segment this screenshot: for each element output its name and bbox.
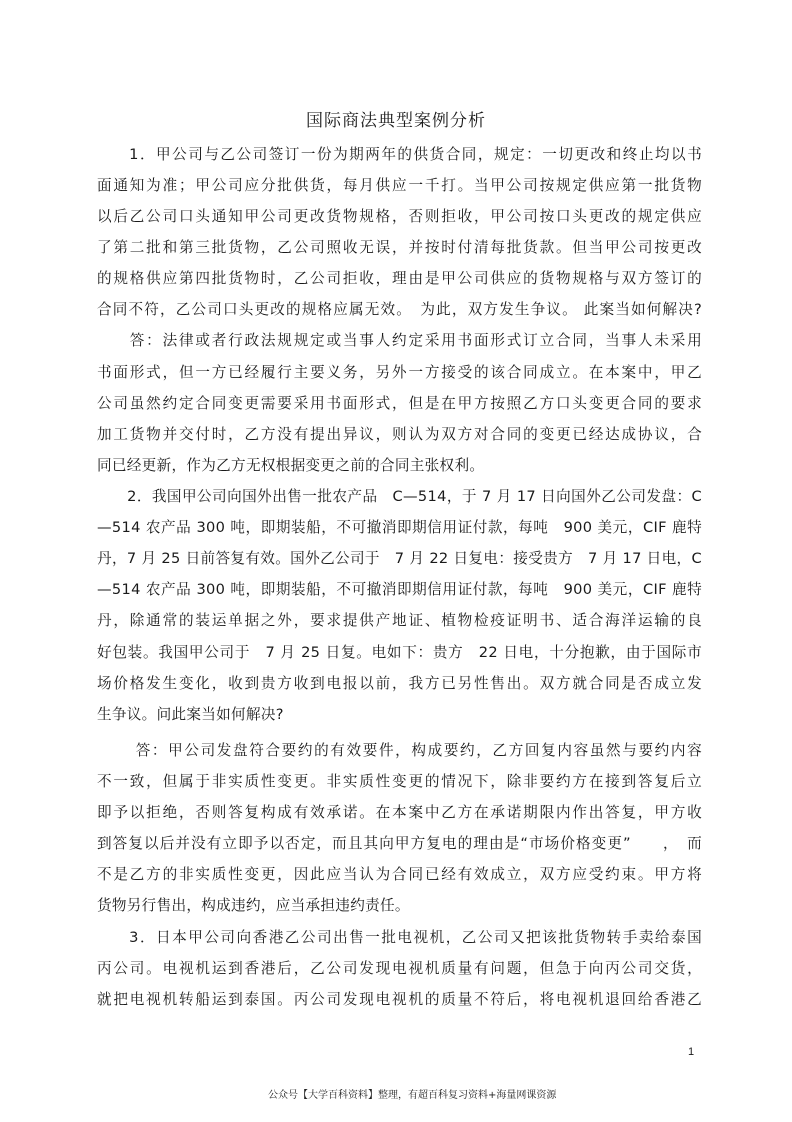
text-line: 以后乙公司口头通知甲公司更改货物规格，否则拒收，甲公司按口头更改的规定供应 [97, 208, 702, 225]
text-line: 到答复以后并没有立即予以否定，而且其向甲方复电的理由是“市场价格变更” ， 而 [97, 835, 702, 852]
text-line: 丙公司。电视机运到香港后，乙公司发现电视机质量有问题，但急于向丙公司交货， [97, 960, 702, 977]
text-line: 3．日本甲公司向香港乙公司出售一批电视机，乙公司又把该批货物转手卖给泰国 [97, 929, 702, 946]
page-title: 国际商法典型案例分析 [306, 111, 486, 131]
text-line: 面通知为准；甲公司应分批供货，每月供应一千打。当甲公司按规定供应第一批货物 [97, 177, 702, 194]
text-line: 了第二批和第三批货物，乙公司照收无误，并按时付清每批货款。但当甲公司按更改 [97, 239, 702, 256]
text-line: 答：法律或者行政法规规定或当事人约定采用书面形式订立合同，当事人未采用 [97, 332, 702, 349]
text-line: 场价格发生变化，收到贵方收到电报以前，我方已另性售出。双方就合同是否成立发 [97, 675, 702, 692]
text-line: —514 农产品 300 吨，即期装船，不可撤消即期信用证付款，每吨 900 美元，CIF 鹿特 [97, 519, 702, 536]
text-line: 的规格供应第四批货物时，乙公司拒收，理由是甲公司供应的货物规格与双方签订的 [97, 270, 702, 287]
text-line: 合同不符，乙公司口头更改的规格应属无效。 为此，双方发生争议。 此案当如何解决? [97, 301, 702, 318]
text-line: 就把电视机转船运到泰国。丙公司发现电视机的质量不符后，将电视机退回给香港乙 [97, 991, 702, 1008]
text-line: 书面形式，但一方已经履行主要义务，另外一方接受的该合同成立。在本案中，甲乙 [97, 364, 702, 381]
text-line: 不是乙方的非实质性变更，因此应当认为合同已经有效成立，双方应受约束。甲方将 [97, 866, 702, 883]
text-line: 同已经更新，作为乙方无权根据变更之前的合同主张权利。 [97, 457, 485, 474]
text-line: 货物另行售出，构成违约，应当承担违约责任。 [97, 897, 410, 914]
text-line: 丹，7 月 25 日前答复有效。国外乙公司于 7 月 22 日复电：接受贵方 7 月 17 日电，C [97, 550, 702, 567]
text-line: 丹，除通常的装运单据之外，要求提供产地证、植物检疫证明书、适合海洋运输的良 [97, 612, 702, 629]
text-line: 即予以拒绝，否则答复构成有效承诺。在本案中乙方在承诺期限内作出答复，甲方收 [97, 804, 702, 821]
text-line: 不一致，但属于非实质性变更。非实质性变更的情况下，除非要约方在接到答复后立 [97, 773, 702, 790]
text-line: 答：甲公司发盘符合要约的有效要件，构成要约，乙方回复内容虽然与要约内容 [97, 742, 702, 759]
text-line: 加工货物并交付时，乙方没有提出异议，则认为双方对合同的变更已经达成协议，合 [97, 426, 702, 443]
text-line: —514 农产品 300 吨，即期装船，不可撤消即期信用证付款，每吨 900 美元，CIF 鹿特 [97, 581, 702, 598]
footer-note: 公众号【大学百科资料】整理，有超百科复习资料+海量网课资源 [268, 1090, 557, 1101]
page-number: 1 [688, 1046, 695, 1058]
text-line: 2．我国甲公司向国外出售一批农产品 C—514，于 7 月 17 日向国外乙公司发盘：C [97, 488, 702, 505]
text-line: 生争议。问此案当如何解决? [97, 706, 284, 723]
text-line: 公司虽然约定合同变更需要采用书面形式，但是在甲方按照乙方口头变更合同的要求 [97, 395, 702, 412]
text-line: 1．甲公司与乙公司签订一份为期两年的供货合同，规定：一切更改和终止均以书 [97, 146, 702, 163]
text-line: 好包装。我国甲公司于 7 月 25 日复。电如下：贵方 22 日电，十分抱歉，由于国际市 [97, 644, 702, 661]
